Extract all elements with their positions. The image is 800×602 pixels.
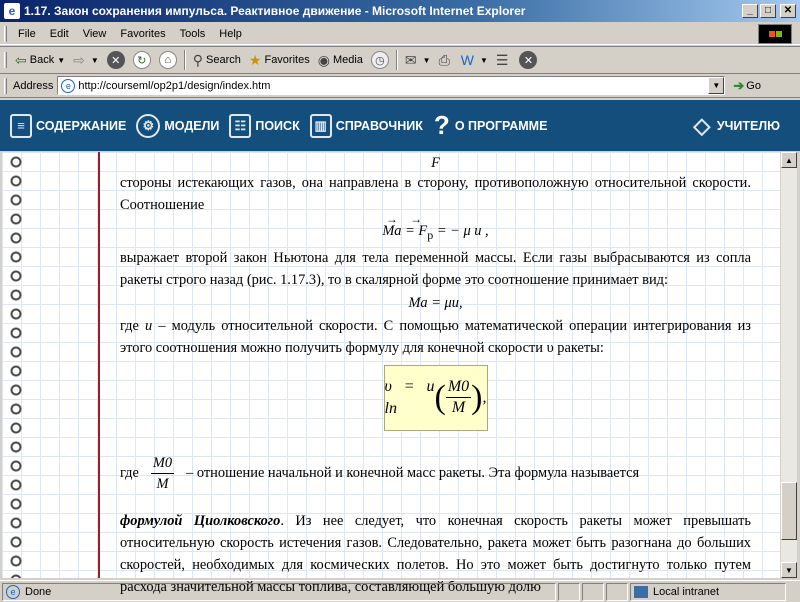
address-url[interactable]: http://courseml/op2p1/design/index.htm [78, 79, 271, 92]
nav-search[interactable]: ☷ ПОИСК [229, 114, 299, 138]
menu-file[interactable]: File [18, 27, 36, 40]
clipped-formula: F [431, 155, 440, 171]
menu-bar [0, 23, 800, 45]
mail-icon: ✉ [404, 51, 417, 68]
status-pane [606, 583, 628, 601]
media-button[interactable]: ◉ Media [317, 51, 363, 68]
nav-teacher[interactable]: ◇ УЧИТЕЛЮ [691, 114, 780, 138]
maximize-button[interactable]: □ [760, 4, 776, 18]
formula-newton-variable-mass: → Ma → = $F_p$ = − μ u , [120, 220, 751, 246]
close-button[interactable]: ✕ [780, 4, 796, 18]
standard-toolbar [0, 46, 800, 74]
scroll-up-icon[interactable]: ▲ [781, 152, 797, 168]
window-title: 1.17. Закон сохранения импульса. Реактивное движение - Microsoft Internet Explorer [24, 4, 526, 18]
word-edit-icon: W [460, 52, 474, 68]
chevron-down-icon[interactable]: ▼ [422, 55, 431, 65]
menu-view[interactable]: View [82, 27, 107, 40]
minimize-button[interactable]: _ [742, 4, 758, 18]
history-icon[interactable]: ◷ [371, 51, 389, 69]
print-button[interactable] [435, 48, 457, 72]
menu-tools[interactable]: Tools [179, 27, 206, 40]
status-pane [582, 583, 604, 601]
graduation-cap-icon: ◇ [693, 112, 711, 138]
chevron-down-icon[interactable]: ▼ [57, 55, 66, 65]
address-input[interactable] [57, 76, 725, 95]
gears-icon: ⚙ [136, 114, 160, 138]
chevron-down-icon[interactable]: ▼ [90, 55, 99, 65]
status-bar [0, 580, 800, 602]
edit-button[interactable] [457, 48, 492, 72]
document-search-icon: ☷ [229, 114, 251, 138]
status-pane [558, 583, 580, 601]
back-button[interactable]: ⇦ Back ▼ [15, 51, 66, 68]
favorites-star-icon: ★ [248, 51, 262, 68]
nav-contents[interactable]: ≡ СОДЕРЖАНИЕ [10, 114, 126, 138]
menu-favorites[interactable]: Favorites [120, 27, 166, 40]
address-label: Address [13, 79, 54, 92]
term-tsiolkovsky: формулой Циолковского [120, 512, 281, 529]
nav-about[interactable]: ? О ПРОГРАММЕ [433, 110, 548, 140]
open-book-icon: ▥ [310, 114, 332, 138]
toolbar-grip[interactable] [4, 52, 7, 68]
scroll-thumb[interactable] [781, 482, 797, 540]
back-arrow-icon: ⇦ [15, 51, 27, 68]
go-button[interactable]: ➔ Go [733, 77, 761, 93]
margin-line [98, 152, 100, 578]
media-icon: ◉ [317, 51, 330, 68]
menu-edit[interactable]: Edit [49, 27, 69, 40]
search-button[interactable]: ⚲ Search [192, 51, 241, 68]
nav-reference[interactable]: ▥ СПРАВОЧНИК [310, 114, 423, 138]
paragraph-5: формулой Циолковского. Из нее следует, что конечная скорость ракеты может превышать относительную скорость истечения газов. Следовательно, ракета может быть разогнана до больших скоростей, необходимых для космических полетов. Но это может быть достигнуто только путем расхода значительной массы топлива, составляющей большую долю [120, 512, 751, 595]
paragraph-4: где $\frac{M0}{M}$ – отношение начальной и конечной масс ракеты. Эта формула называется [120, 454, 640, 492]
book-icon: ≡ [10, 114, 32, 138]
forward-arrow-icon: ⇨ [73, 51, 85, 68]
intranet-icon [634, 586, 648, 598]
chevron-down-icon[interactable]: ▼ [479, 55, 488, 65]
site-navigation [0, 100, 800, 151]
nav-models[interactable]: ⚙ МОДЕЛИ [136, 114, 219, 138]
messenger-icon[interactable]: ✕ [519, 51, 537, 69]
tsiolkovsky-formula-box: υ = u ln ( $\frac{M0}{M}$ ) , [384, 365, 488, 431]
toolbar-grip[interactable] [4, 26, 7, 42]
lesson-text [120, 152, 751, 598]
refresh-icon[interactable]: ↻ [133, 51, 151, 69]
go-arrow-icon: ➔ [733, 77, 745, 93]
discuss-icon: ☰ [495, 51, 509, 68]
print-icon: ⎙ [438, 51, 450, 68]
paragraph-3: где u – модуль относительной скорости. С помощью математической операции интегрирования из этого соотношения можно получить формулу для конечной скорости υ ракеты: [120, 317, 751, 356]
stop-icon[interactable]: ✕ [107, 51, 125, 69]
paragraph-2: выражает второй закон Ньютона для тела переменной массы. Если газы выбрасываются из сопла ракеты строго назад (рис. 1.17.3), то в скалярной форме это соотношение принимает вид: [120, 249, 751, 288]
security-zone: Local intranet [630, 583, 786, 601]
discuss-button[interactable] [492, 48, 516, 72]
notebook-spiral-binding [2, 152, 42, 578]
paragraph-1: стороны истекающих газов, она направлена в сторону, противоположную относительной скорости. Соотношение [120, 175, 751, 213]
forward-button[interactable] [69, 48, 103, 72]
chevron-down-icon[interactable]: ▼ [708, 77, 724, 94]
status-text-pane: e Done [2, 583, 556, 601]
formula-scalar: Ma = μu, [408, 294, 463, 311]
mail-button[interactable] [401, 48, 435, 72]
question-icon: ? [433, 110, 450, 140]
vertical-scrollbar[interactable] [781, 152, 797, 578]
windows-logo-icon [758, 24, 792, 44]
page-icon: e [61, 79, 75, 93]
favorites-button[interactable]: ★ Favorites [248, 51, 310, 68]
toolbar-grip[interactable] [4, 78, 7, 94]
scroll-down-icon[interactable]: ▼ [781, 562, 797, 578]
address-bar [0, 74, 800, 98]
ie-page-icon: e [4, 3, 20, 19]
window-title-bar[interactable] [0, 0, 800, 22]
menu-help[interactable]: Help [219, 27, 242, 40]
search-icon: ⚲ [192, 51, 204, 68]
home-icon[interactable]: ⌂ [159, 51, 177, 69]
page-done-icon: e [6, 585, 20, 599]
